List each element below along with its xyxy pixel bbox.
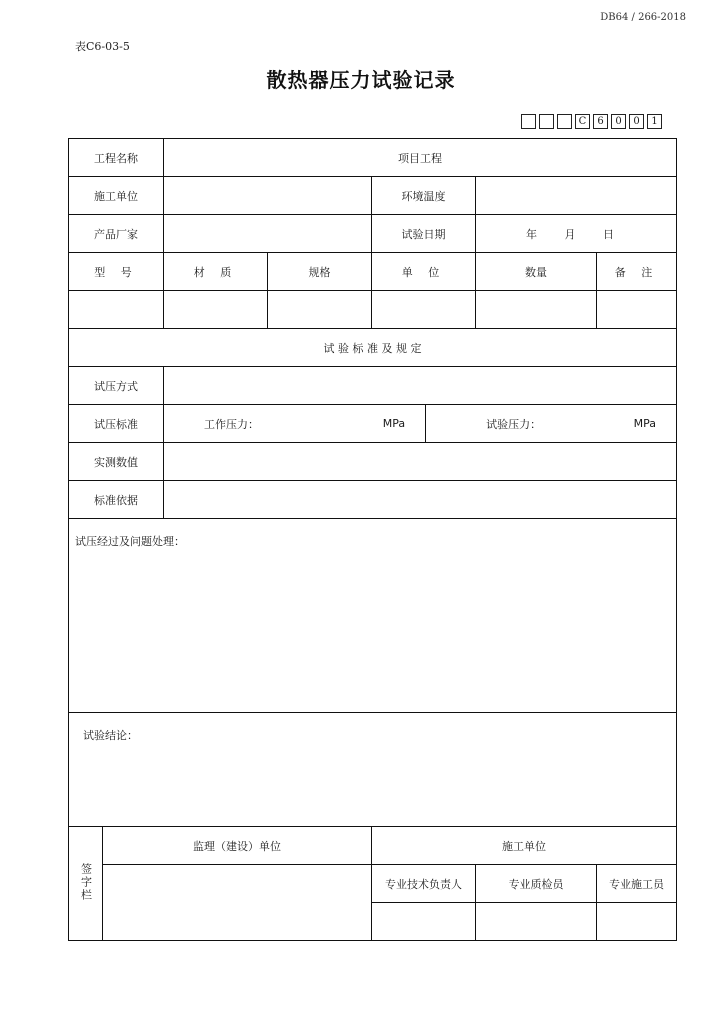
spec-unit-field[interactable] <box>372 291 476 329</box>
test-pressure-label: 试验压力： <box>486 417 542 431</box>
standard-basis-label: 标准依据 <box>69 481 164 519</box>
spec-quantity-field[interactable] <box>476 291 597 329</box>
test-conclusion-label: 试验结论： <box>83 729 138 742</box>
product-maker-label: 产品厂家 <box>69 215 164 253</box>
construction-worker-label: 专业施工员 <box>597 865 677 903</box>
project-name-label: 工程名称 <box>69 139 164 177</box>
section-title: 试 验 标 准 及 规 定 <box>69 329 677 367</box>
working-pressure-unit: MPa <box>382 417 406 430</box>
spec-header-quantity: 数量 <box>476 253 597 291</box>
spec-header-material: 材 质 <box>164 253 268 291</box>
test-pressure-field[interactable] <box>425 405 676 442</box>
spec-header-remarks: 备 注 <box>597 253 677 291</box>
test-conclusion-field[interactable] <box>69 713 677 827</box>
signature-column <box>69 827 103 941</box>
tech-lead-signature-field[interactable] <box>372 903 476 941</box>
test-date-label: 试验日期 <box>372 215 476 253</box>
spec-header-model: 型 号 <box>69 253 164 291</box>
spec-spec-field[interactable] <box>268 291 372 329</box>
test-process-label: 试压经过及问题处理： <box>75 535 185 548</box>
working-pressure-field[interactable] <box>164 405 425 442</box>
supervisor-unit-label: 监理（建设）单位 <box>103 827 372 865</box>
construction-unit-sign-label: 施工单位 <box>372 827 677 865</box>
spec-header-spec: 规格 <box>268 253 372 291</box>
signature-column-label: 签字栏 <box>79 862 93 902</box>
code-box[interactable]: C <box>575 114 590 129</box>
measured-value-label: 实测数值 <box>69 443 164 481</box>
construction-worker-signature-field[interactable] <box>597 903 677 941</box>
quality-inspector-signature-field[interactable] <box>476 903 597 941</box>
standard-code: DB64 / 266-2018 <box>600 12 686 23</box>
ambient-temp-label: 环境温度 <box>372 177 476 215</box>
ambient-temp-field[interactable] <box>476 177 677 215</box>
test-process-field[interactable] <box>69 519 677 713</box>
tech-lead-label: 专业技术负责人 <box>372 865 476 903</box>
quality-inspector-label: 专业质检员 <box>476 865 597 903</box>
construction-unit-field[interactable] <box>164 177 372 215</box>
code-box[interactable]: 0 <box>629 114 644 129</box>
working-pressure-label: 工作压力： <box>204 417 259 431</box>
test-standard-label: 试压标准 <box>69 405 164 443</box>
test-method-label: 试压方式 <box>69 367 164 405</box>
construction-unit-label: 施工单位 <box>69 177 164 215</box>
supervisor-signature-field[interactable] <box>103 865 372 941</box>
record-code-boxes <box>521 114 662 129</box>
test-date-field[interactable]: 年 月 日 <box>476 215 677 253</box>
code-box[interactable]: 0 <box>611 114 626 129</box>
project-name-value[interactable]: 项目工程 <box>164 139 677 177</box>
spec-remarks-field[interactable] <box>597 291 677 329</box>
code-box[interactable]: 1 <box>647 114 662 129</box>
product-maker-field[interactable] <box>164 215 372 253</box>
code-box[interactable] <box>557 114 572 129</box>
form-number: 表C6-03-5 <box>75 40 130 53</box>
test-pressure-unit: MPa <box>633 417 656 430</box>
spec-material-field[interactable] <box>164 291 268 329</box>
page-title: 散热器压力试验记录 <box>266 68 456 92</box>
code-box[interactable] <box>521 114 536 129</box>
test-method-field[interactable] <box>164 367 677 405</box>
measured-value-field[interactable] <box>164 443 677 481</box>
standard-basis-field[interactable] <box>164 481 677 519</box>
record-form <box>68 138 677 941</box>
spec-header-unit: 单 位 <box>372 253 476 291</box>
spec-model-field[interactable] <box>69 291 164 329</box>
code-box[interactable] <box>539 114 554 129</box>
code-box[interactable]: 6 <box>593 114 608 129</box>
